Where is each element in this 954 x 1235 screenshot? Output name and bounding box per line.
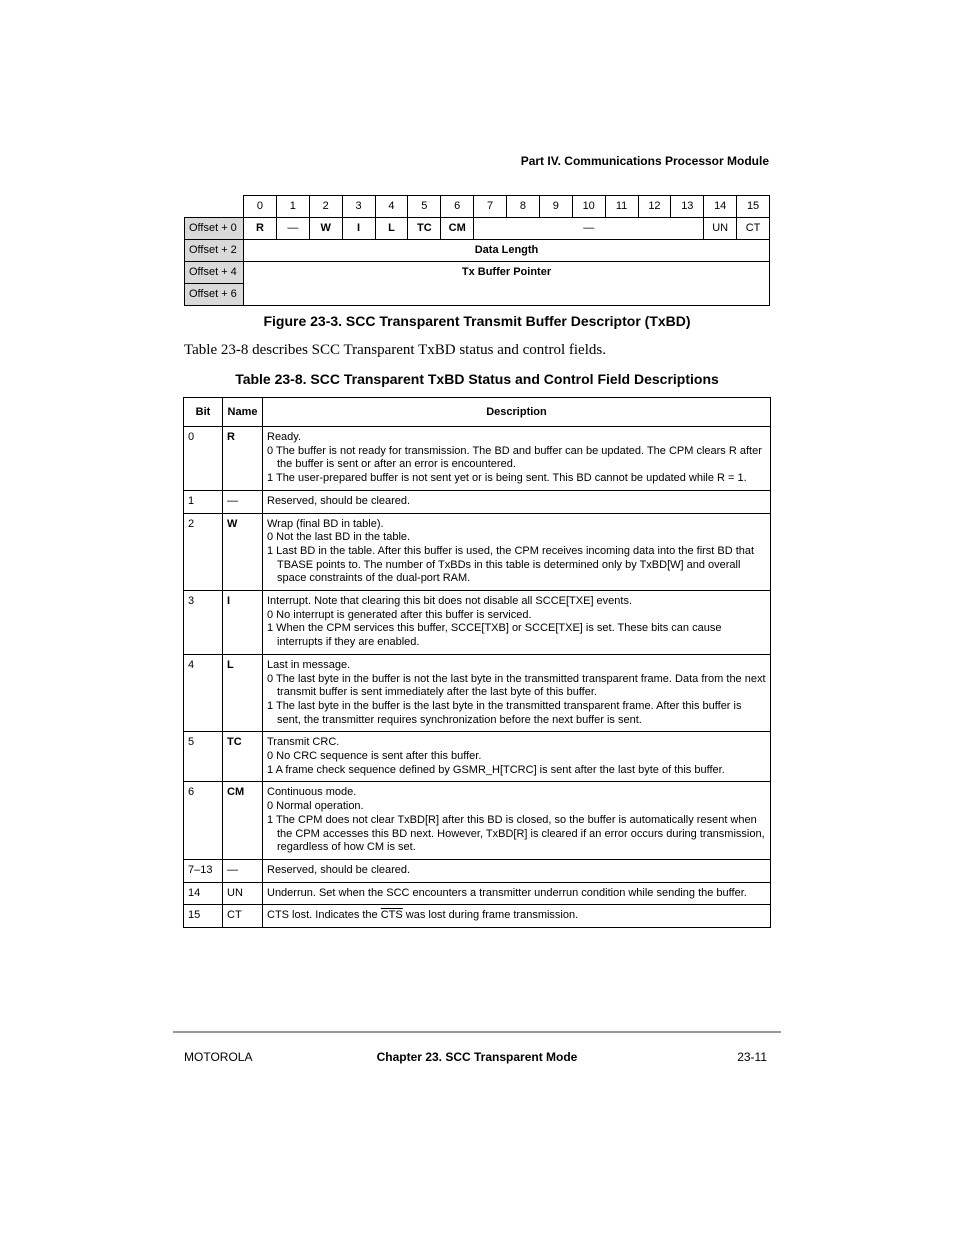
corner-blank	[185, 196, 244, 218]
txbd-register-diagram	[184, 195, 770, 306]
field-w: W	[309, 218, 342, 240]
name-cell: TC	[223, 732, 263, 782]
field-ct: CT	[737, 218, 770, 240]
bit-number: 5	[408, 196, 441, 218]
description-cell	[263, 859, 771, 882]
name-cell: I	[223, 591, 263, 655]
figure-caption: Figure 23-3. SCC Transparent Transmit Buffer Descriptor (TxBD)	[263, 313, 691, 329]
description-line	[267, 909, 766, 923]
offset-label: Offset + 0	[185, 218, 244, 240]
column-header-bit: Bit	[184, 398, 223, 427]
table-header-row	[184, 398, 771, 427]
footer-chapter: Chapter 23. SCC Transparent Mode	[376, 1050, 578, 1064]
bit-cell: 3	[184, 591, 223, 655]
table-row	[184, 732, 771, 782]
offset-4-row	[185, 262, 770, 284]
bit-number: 3	[342, 196, 375, 218]
field-reserved-7-13: —	[474, 218, 704, 240]
bit-cell: 5	[184, 732, 223, 782]
table-row	[184, 859, 771, 882]
description-cell	[263, 591, 771, 655]
bit-number: 11	[605, 196, 638, 218]
field-tc: TC	[408, 218, 441, 240]
bit-cell: 1	[184, 490, 223, 513]
bit-number: 8	[507, 196, 540, 218]
table-row	[184, 513, 771, 591]
bit-number: 4	[375, 196, 408, 218]
description-option: 1 A frame check sequence defined by GSMR_H[TCRC] is sent after the last byte of this buffer.	[267, 763, 725, 776]
name-cell: W	[223, 513, 263, 591]
description-option: 1 The last byte in the buffer is the last byte in the transmitted transparent frame. After this buffer is sent, the transmitter requires synchronization before the next buffer is sent.	[267, 699, 742, 726]
field-reserved: —	[276, 218, 309, 240]
name-cell: R	[223, 427, 263, 491]
table-row	[184, 591, 771, 655]
bit-cell: 14	[184, 882, 223, 905]
description-line: Interrupt. Note that clearing this bit does not disable all SCCE[TXE] events.	[267, 595, 633, 608]
bit-cell: 2	[184, 513, 223, 591]
column-header-description: Description	[263, 398, 771, 427]
table-row	[184, 782, 771, 860]
description-option: 0 No CRC sequence is sent after this buffer.	[267, 750, 482, 763]
description-cell	[263, 490, 771, 513]
bit-number: 6	[441, 196, 474, 218]
bit-number: 7	[474, 196, 507, 218]
field-l: L	[375, 218, 408, 240]
bit-number: 10	[572, 196, 605, 218]
description-cell	[263, 905, 771, 928]
bit-cell: 7–13	[184, 859, 223, 882]
description-cell	[263, 513, 771, 591]
bit-number: 9	[539, 196, 572, 218]
description-cell	[263, 882, 771, 905]
description-line: Wrap (final BD in table).	[267, 517, 384, 530]
footer-page-number: 23-11	[737, 1050, 767, 1064]
description-option: 0 No interrupt is generated after this buffer is serviced.	[267, 608, 532, 621]
field-i: I	[342, 218, 375, 240]
table-row	[184, 905, 771, 928]
description-text: was lost during frame transmission.	[402, 909, 579, 922]
offset-0-row	[185, 218, 770, 240]
field-r: R	[244, 218, 277, 240]
description-option: 0 Not the last BD in the table.	[267, 531, 411, 544]
bit-number: 0	[244, 196, 277, 218]
field-tx-buffer-pointer: Tx Buffer Pointer	[244, 262, 770, 306]
bit-number: 12	[638, 196, 671, 218]
field-cm: CM	[441, 218, 474, 240]
intro-paragraph: Table 23-8 describes SCC Transparent TxBD status and control fields.	[184, 342, 606, 358]
bit-number: 13	[671, 196, 704, 218]
name-cell: —	[223, 490, 263, 513]
bit-number: 2	[309, 196, 342, 218]
bit-cell: 15	[184, 905, 223, 928]
bit-number: 1	[276, 196, 309, 218]
bit-cell: 0	[184, 427, 223, 491]
table-row	[184, 654, 771, 732]
field-un: UN	[704, 218, 737, 240]
column-header-name: Name	[223, 398, 263, 427]
name-cell: CM	[223, 782, 263, 860]
description-option: 0 The last byte in the buffer is not the last byte in the transmitted transparent frame. Data from the next transmit buffer is sent immediately after the last byte of this buffer.	[267, 672, 766, 699]
field-description-table	[183, 397, 771, 928]
bit-number-row	[185, 196, 770, 218]
table-row	[184, 490, 771, 513]
description-line: Reserved, should be cleared.	[267, 494, 411, 507]
description-line: Last in message.	[267, 658, 351, 671]
description-cell	[263, 732, 771, 782]
table-caption: Table 23-8. SCC Transparent TxBD Status and Control Field Descriptions	[235, 371, 719, 387]
description-cell	[263, 782, 771, 860]
bit-cell: 4	[184, 654, 223, 732]
table-row	[184, 882, 771, 905]
name-cell: L	[223, 654, 263, 732]
name-cell: —	[223, 859, 263, 882]
description-line: Continuous mode.	[267, 786, 357, 799]
name-cell: UN	[223, 882, 263, 905]
description-option: 1 When the CPM services this buffer, SCCE[TXB] or SCCE[TXE] is set. These bits can cause interrupts if they are enabled.	[267, 622, 722, 649]
offset-label: Offset + 4	[185, 262, 244, 284]
description-line: Transmit CRC.	[267, 736, 340, 749]
description-line: Reserved, should be cleared.	[267, 863, 411, 876]
description-option: 1 The user-prepared buffer is not sent yet or is being sent. This BD cannot be updated while R = 1.	[267, 472, 747, 485]
description-line: Underrun. Set when the SCC encounters a transmitter underrun condition while sending the buffer.	[267, 886, 747, 899]
name-cell: CT	[223, 905, 263, 928]
running-header: Part IV. Communications Processor Module	[520, 154, 769, 168]
cts-signal-overline: $\overline{CTS}$	[380, 909, 403, 922]
description-text: CTS lost. Indicates the	[267, 909, 381, 922]
table-row	[184, 427, 771, 491]
bit-number: 14	[704, 196, 737, 218]
footer-company: MOTOROLA	[184, 1050, 253, 1064]
bit-number: 15	[737, 196, 770, 218]
footer-rule	[173, 1031, 781, 1033]
description-option: 0 The buffer is not ready for transmission. The BD and buffer can be updated. The CPM clears R after the buffer is sent or after an error is encountered.	[267, 444, 762, 471]
description-option: 1 Last BD in the table. After this buffer is used, the CPM receives incoming data into the first BD that TBASE points to. The number of TxBDs in this table is determined only by TxBD[W] and overall space constraints of the dual-port RAM.	[267, 544, 755, 585]
description-cell	[263, 654, 771, 732]
field-data-length: Data Length	[244, 240, 770, 262]
description-option: 0 Normal operation.	[267, 800, 364, 813]
description-line: Ready.	[267, 431, 302, 443]
offset-label: Offset + 6	[185, 284, 244, 306]
bit-cell: 6	[184, 782, 223, 860]
offset-label: Offset + 2	[185, 240, 244, 262]
description-cell	[263, 427, 771, 491]
offset-2-row	[185, 240, 770, 262]
description-option: 1 The CPM does not clear TxBD[R] after this BD is closed, so the buffer is automatically resent when the CPM accesses this BD next. However, TxBD[R] is cleared if an error occurs during transmission, regardless of how CM is set.	[267, 813, 765, 854]
